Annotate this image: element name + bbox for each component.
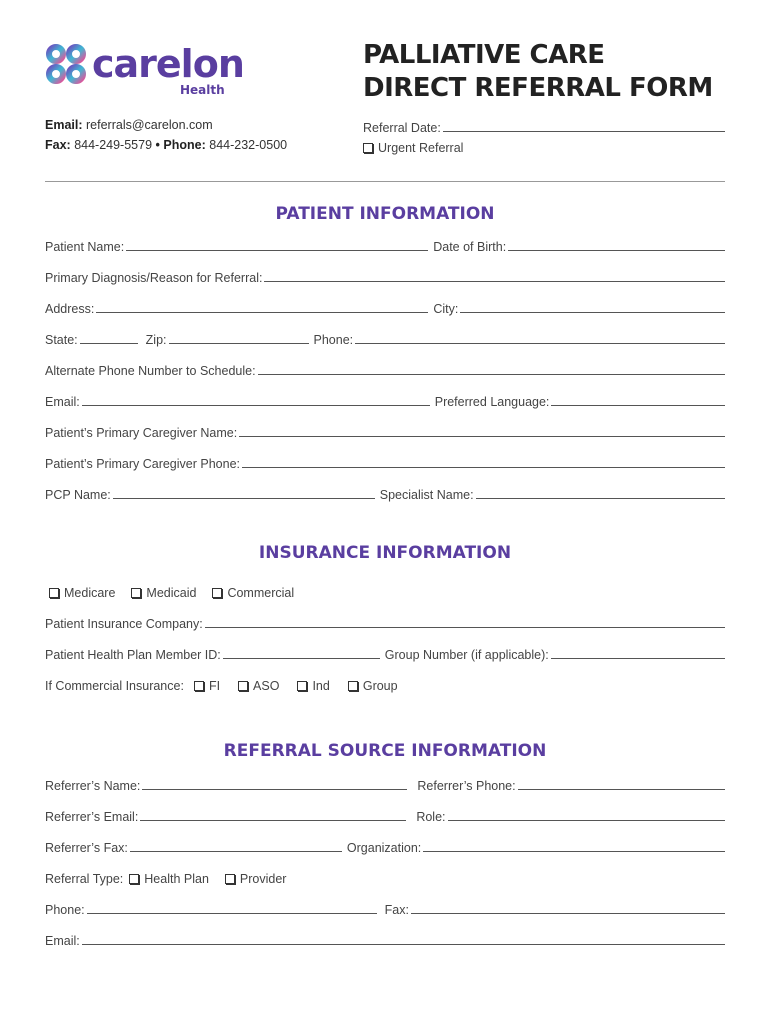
medicaid-label: Medicaid bbox=[146, 586, 197, 600]
ref-fax-label: Fax: bbox=[384, 903, 409, 917]
specialist-field[interactable] bbox=[476, 486, 725, 499]
fax-value: 844-249-5579 bbox=[74, 138, 153, 152]
commercial-type-row bbox=[45, 675, 725, 693]
referrer-phone-label: Referrer’s Phone: bbox=[417, 779, 516, 793]
ind-checkbox[interactable] bbox=[297, 681, 307, 691]
role-field[interactable] bbox=[448, 808, 726, 821]
member-id-row bbox=[45, 644, 725, 662]
patient-name-label: Patient Name: bbox=[45, 240, 125, 254]
ref-email-field[interactable] bbox=[82, 932, 725, 945]
ref-phone-field[interactable] bbox=[87, 901, 377, 914]
patient-name-row bbox=[45, 236, 725, 254]
pcp-specialist-row bbox=[45, 484, 725, 502]
role-label: Role: bbox=[416, 810, 446, 824]
header-divider bbox=[45, 181, 725, 182]
alt-phone-row bbox=[45, 360, 725, 378]
referrer-name-label: Referrer’s Name: bbox=[45, 779, 141, 793]
urgent-referral-checkbox[interactable] bbox=[363, 143, 373, 153]
referrer-fax-field[interactable] bbox=[130, 839, 342, 852]
group-label: Group bbox=[362, 679, 398, 693]
carelon-logo-icon bbox=[44, 42, 88, 86]
patient-email-label: Email: bbox=[45, 395, 80, 409]
referral-type-label: Referral Type: bbox=[45, 872, 124, 886]
dob-label: Date of Birth: bbox=[433, 240, 507, 254]
phone-field[interactable] bbox=[355, 331, 725, 344]
phone-fax-row bbox=[45, 899, 725, 917]
state-field[interactable] bbox=[80, 331, 138, 344]
referral-date-field[interactable] bbox=[443, 119, 725, 132]
alt-phone-label: Alternate Phone Number to Schedule: bbox=[45, 364, 256, 378]
ind-label: Ind bbox=[312, 679, 330, 693]
zip-label: Zip: bbox=[145, 333, 167, 347]
fi-checkbox[interactable] bbox=[194, 681, 204, 691]
referrer-name-field[interactable] bbox=[142, 777, 407, 790]
insurance-company-label: Patient Insurance Company: bbox=[45, 617, 203, 631]
ref-email-row bbox=[45, 930, 725, 948]
alt-phone-field[interactable] bbox=[258, 362, 725, 375]
state-zip-phone-row bbox=[45, 329, 725, 347]
diagnosis-label: Primary Diagnosis/Reason for Referral: bbox=[45, 271, 263, 285]
caregiver-phone-label: Patient’s Primary Caregiver Phone: bbox=[45, 457, 240, 471]
provider-label: Provider bbox=[239, 872, 287, 886]
organization-field[interactable] bbox=[423, 839, 725, 852]
referral-date-label: Referral Date: bbox=[363, 121, 441, 135]
referral-type-row bbox=[45, 868, 725, 886]
pcp-label: PCP Name: bbox=[45, 488, 111, 502]
email-value: referrals@carelon.com bbox=[86, 118, 213, 132]
organization-label: Organization: bbox=[346, 841, 422, 855]
ref-phone-label: Phone: bbox=[45, 903, 85, 917]
logo-wordmark: carelon bbox=[92, 42, 244, 86]
group-checkbox[interactable] bbox=[348, 681, 358, 691]
referrer-fax-row bbox=[45, 837, 725, 855]
health-plan-label: Health Plan bbox=[144, 872, 209, 886]
insurance-type-row bbox=[49, 582, 725, 600]
referrer-email-field[interactable] bbox=[140, 808, 406, 821]
patient-email-field[interactable] bbox=[82, 393, 430, 406]
insurance-section-heading: INSURANCE INFORMATION bbox=[258, 543, 512, 563]
ref-email-label: Email: bbox=[45, 934, 80, 948]
diagnosis-field[interactable] bbox=[264, 269, 725, 282]
referrer-phone-field[interactable] bbox=[518, 777, 725, 790]
caregiver-name-row bbox=[45, 422, 725, 440]
aso-checkbox[interactable] bbox=[238, 681, 248, 691]
member-id-field[interactable] bbox=[223, 646, 380, 659]
caregiver-phone-row bbox=[45, 453, 725, 471]
patient-section-heading: PATIENT INFORMATION bbox=[275, 204, 495, 224]
referrer-fax-label: Referrer’s Fax: bbox=[45, 841, 128, 855]
medicare-checkbox[interactable] bbox=[49, 588, 59, 598]
phone-label: Phone: bbox=[163, 138, 206, 152]
form-title-line2: DIRECT REFERRAL FORM bbox=[363, 73, 713, 103]
caregiver-name-field[interactable] bbox=[239, 424, 725, 437]
referrer-email-label: Referrer’s Email: bbox=[45, 810, 139, 824]
phone-value: 844-232-0500 bbox=[209, 138, 288, 152]
fax-label: Fax: bbox=[45, 138, 71, 152]
insurance-company-field[interactable] bbox=[205, 615, 725, 628]
address-field[interactable] bbox=[96, 300, 428, 313]
address-label: Address: bbox=[45, 302, 95, 316]
zip-field[interactable] bbox=[169, 331, 309, 344]
contact-phones bbox=[45, 138, 287, 152]
state-label: State: bbox=[45, 333, 78, 347]
group-number-label: Group Number (if applicable): bbox=[384, 648, 549, 662]
pcp-field[interactable] bbox=[113, 486, 375, 499]
ref-fax-field[interactable] bbox=[411, 901, 725, 914]
urgent-referral-label: Urgent Referral bbox=[378, 141, 464, 155]
commercial-checkbox[interactable] bbox=[212, 588, 222, 598]
if-commercial-label: If Commercial Insurance: bbox=[45, 679, 184, 693]
language-label: Preferred Language: bbox=[434, 395, 550, 409]
email-language-row bbox=[45, 391, 725, 409]
urgent-referral-row bbox=[363, 137, 725, 155]
city-label: City: bbox=[433, 302, 459, 316]
medicaid-checkbox[interactable] bbox=[131, 588, 141, 598]
commercial-label: Commercial bbox=[227, 586, 295, 600]
insurance-company-row bbox=[45, 613, 725, 631]
form-title-line1: PALLIATIVE CARE bbox=[363, 40, 605, 70]
group-number-field[interactable] bbox=[551, 646, 725, 659]
fi-label: FI bbox=[208, 679, 221, 693]
patient-name-field[interactable] bbox=[126, 238, 428, 251]
member-id-label: Patient Health Plan Member ID: bbox=[45, 648, 221, 662]
contact-email bbox=[45, 118, 213, 132]
dob-field[interactable] bbox=[508, 238, 725, 251]
provider-checkbox[interactable] bbox=[225, 874, 235, 884]
email-label: Email: bbox=[45, 118, 83, 132]
diagnosis-row bbox=[45, 267, 725, 285]
referral-date-row bbox=[363, 117, 725, 135]
health-plan-checkbox[interactable] bbox=[129, 874, 139, 884]
caregiver-phone-field[interactable] bbox=[242, 455, 725, 468]
medicare-label: Medicare bbox=[64, 586, 116, 600]
referrer-email-row bbox=[45, 806, 725, 824]
address-row bbox=[45, 298, 725, 316]
caregiver-name-label: Patient’s Primary Caregiver Name: bbox=[45, 426, 238, 440]
logo-subtitle: Health bbox=[180, 83, 225, 97]
language-field[interactable] bbox=[551, 393, 725, 406]
bullet-separator: • bbox=[155, 138, 160, 152]
specialist-label: Specialist Name: bbox=[379, 488, 474, 502]
city-field[interactable] bbox=[460, 300, 725, 313]
phone-label: Phone: bbox=[313, 333, 354, 347]
referrer-name-row bbox=[45, 775, 725, 793]
aso-label: ASO bbox=[253, 679, 280, 693]
referral-section-heading: REFERRAL SOURCE INFORMATION bbox=[223, 741, 547, 761]
